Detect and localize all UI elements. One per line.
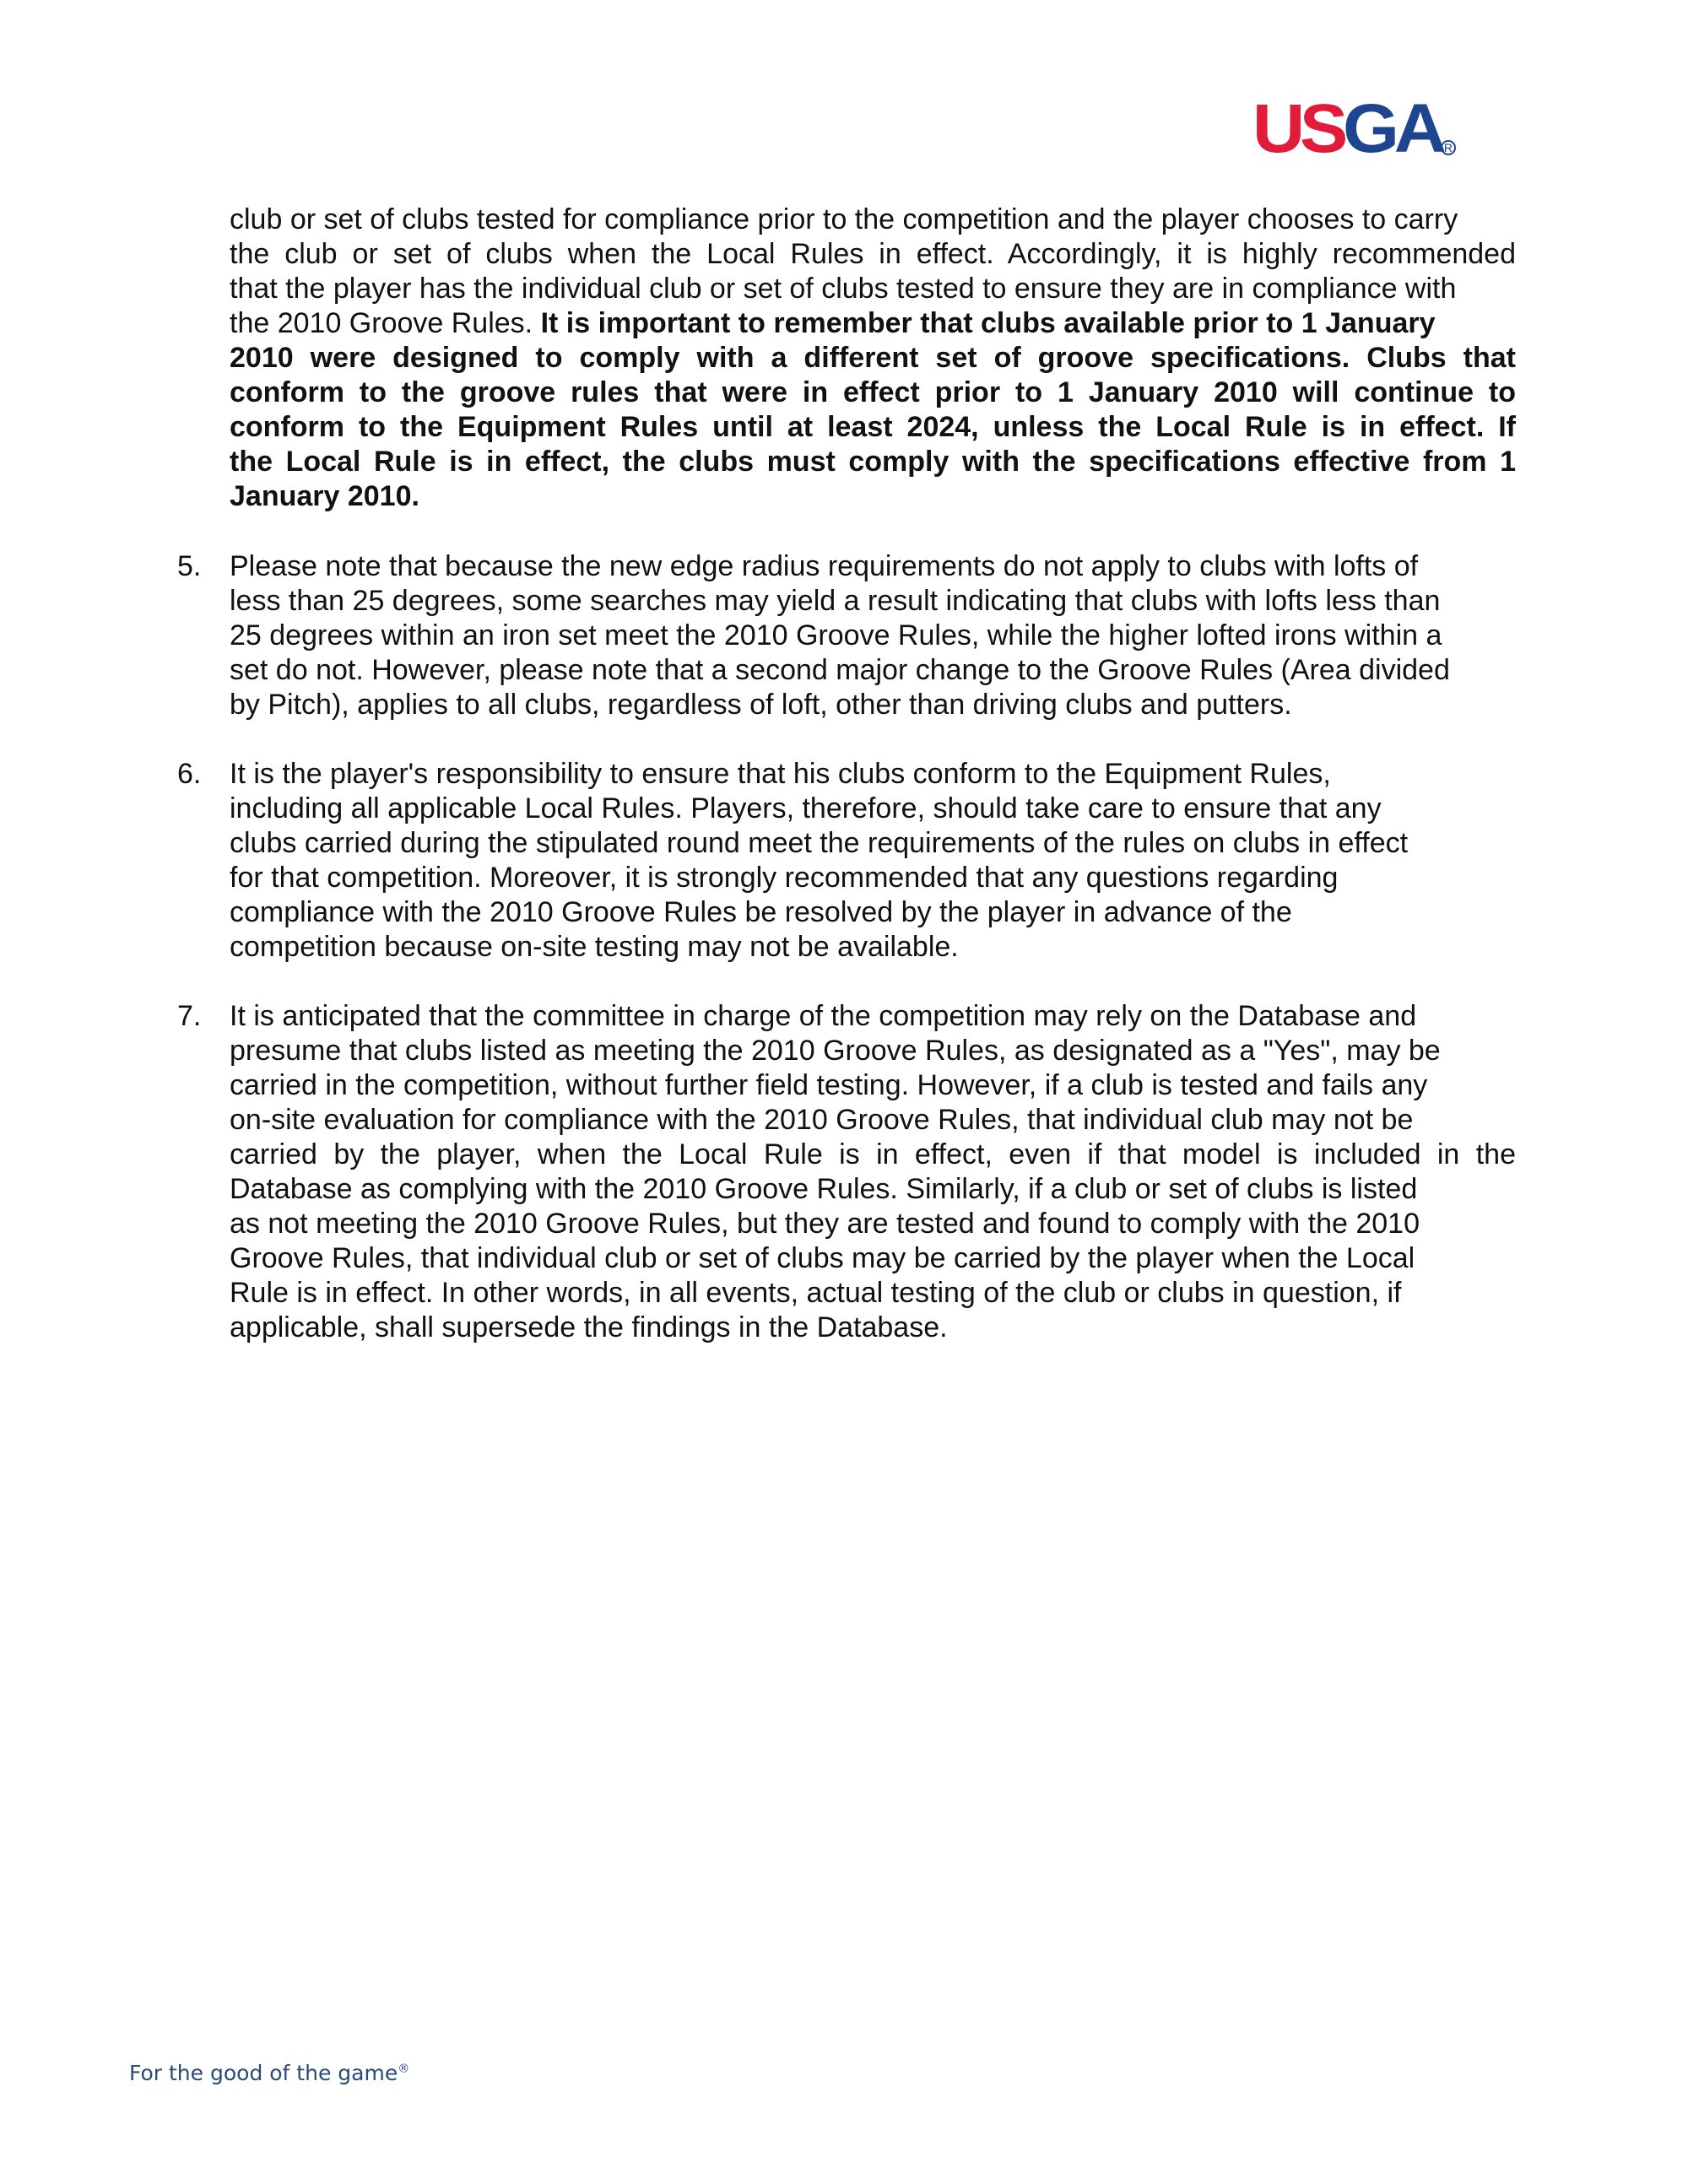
- text-line: club or set of clubs tested for compliance prior to the competition and the player chooses to carry: [230, 203, 1458, 235]
- text-line: including all applicable Local Rules. Players, therefore, should take care to ensure that any: [230, 792, 1382, 824]
- item-number: 7.: [177, 1000, 202, 1032]
- text-line: carried in the competition, without further field testing. However, if a club is tested and fails any: [230, 1069, 1428, 1101]
- registered-mark-icon: ®: [398, 2062, 410, 2076]
- item-number: 6.: [177, 758, 202, 790]
- text-line: less than 25 degrees, some searches may yield a result indicating that clubs with lofts less than: [230, 585, 1441, 617]
- text-line: as not meeting the 2010 Groove Rules, but they are tested and found to comply with the 2010: [230, 1208, 1420, 1240]
- text-line: clubs carried during the stipulated round meet the requirements of the rules on clubs in effect: [230, 827, 1409, 859]
- text-line: compliance with the 2010 Groove Rules be resolved by the player in advance of the: [230, 896, 1292, 928]
- text-line: It is anticipated that the committee in charge of the competition may rely on the Database and: [230, 1000, 1417, 1032]
- text-line: by Pitch), applies to all clubs, regardless of loft, other than driving clubs and putters.: [230, 689, 1292, 721]
- text-line: set do not. However, please note that a second major change to the Groove Rules (Area divided: [230, 654, 1450, 686]
- registered-mark-icon: R: [1441, 140, 1456, 155]
- text-line: 25 degrees within an iron set meet the 2010 Groove Rules, while the higher lofted irons within a: [230, 619, 1442, 651]
- emphasis-line: January 2010.: [230, 480, 419, 512]
- text-line: Groove Rules, that individual club or set of clubs may be carried by the player when the Local: [230, 1242, 1415, 1274]
- emphasis-line: the Local Rule is in effect, the clubs must comply with the specifications effective from 1: [230, 446, 1516, 478]
- usga-logo: [1252, 90, 1456, 167]
- text-line: applicable, shall supersede the findings in the Database.: [230, 1311, 948, 1343]
- text-line: carried by the player, when the Local Rule is in effect, even if that model is included in the: [230, 1138, 1516, 1170]
- logo-wordmark: USGA: [1252, 90, 1442, 167]
- text-line: the club or set of clubs when the Local Rules in effect. Accordingly, it is highly recommended: [230, 238, 1516, 270]
- emphasis-line: 2010 were designed to comply with a different set of groove specifications. Clubs that: [230, 342, 1516, 374]
- text-line: Database as complying with the 2010 Groove Rules. Similarly, if a club or set of clubs is listed: [230, 1173, 1418, 1205]
- item-number: 5.: [177, 550, 202, 582]
- text-line: It is the player's responsibility to ensure that his clubs conform to the Equipment Rules,: [230, 758, 1331, 790]
- footer-tagline: For the good of the game®: [129, 2061, 410, 2085]
- text-line: presume that clubs listed as meeting the 2010 Groove Rules, as designated as a "Yes", may be: [230, 1035, 1441, 1067]
- emphasis-line: conform to the Equipment Rules until at least 2024, unless the Local Rule is in effect. If: [230, 411, 1516, 443]
- text-line: Rule is in effect. In other words, in all events, actual testing of the club or clubs in question, if: [230, 1277, 1402, 1309]
- text-line: that the player has the individual club or set of clubs tested to ensure they are in compliance with: [230, 273, 1457, 305]
- text-line: on-site evaluation for compliance with the 2010 Groove Rules, that individual club may not be: [230, 1104, 1414, 1136]
- text-line: Please note that because the new edge radius requirements do not apply to clubs with lofts of: [230, 550, 1419, 582]
- text-line: the 2010 Groove Rules. It is important to remember that clubs available prior to 1 January: [230, 307, 1436, 339]
- text-line: for that competition. Moreover, it is strongly recommended that any questions regarding: [230, 862, 1339, 894]
- text-line: competition because on-site testing may not be available.: [230, 931, 959, 963]
- emphasis-line: conform to the groove rules that were in effect prior to 1 January 2010 will continue to: [230, 376, 1516, 408]
- emphasis-text: It is important to remember that clubs available prior to 1 January: [540, 307, 1436, 339]
